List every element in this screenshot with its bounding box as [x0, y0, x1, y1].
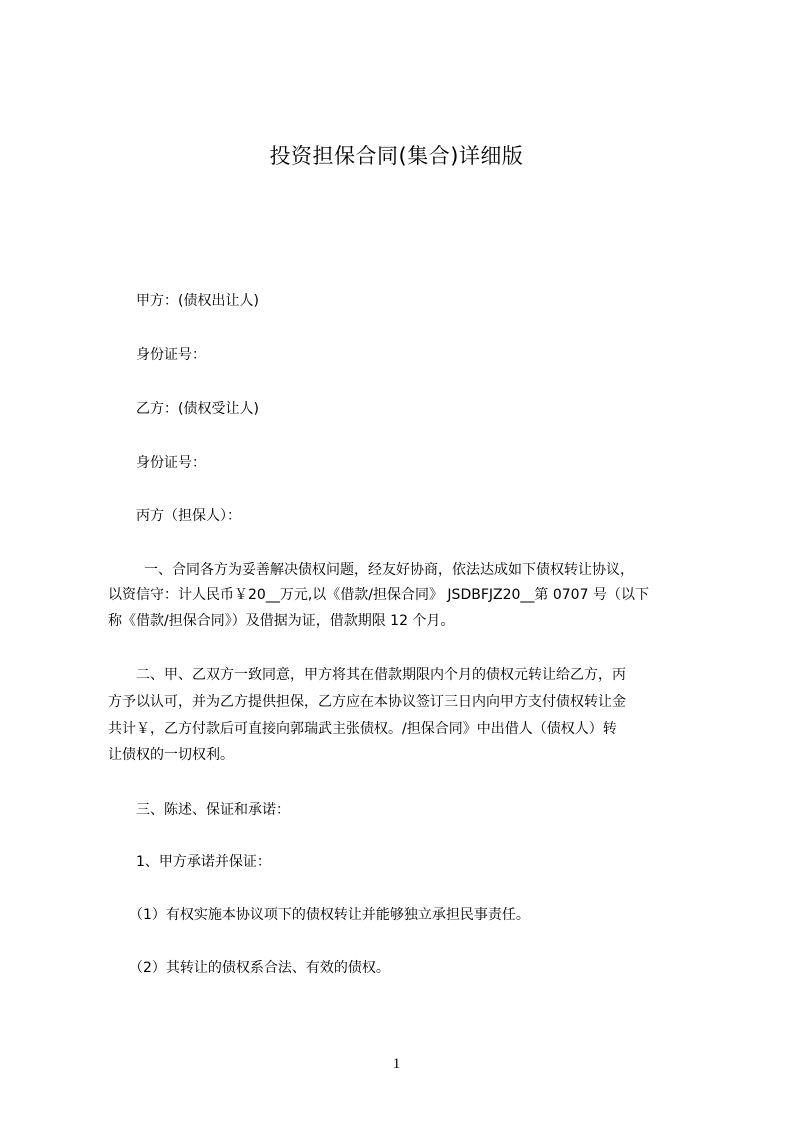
clause3-sub1: 1、甲方承诺并保证： [136, 854, 271, 870]
clause3-heading: 三、陈述、保证和承诺： [136, 802, 290, 818]
clause3-item2: （2）其转让的债权系合法、有效的债权。 [129, 960, 390, 976]
party-a-id-line: 身份证号： [136, 347, 206, 363]
clause2-line2: 方予以认可，并为乙方提供担保，乙方应在本协议签订三日内向甲方支付债权转让金 [108, 694, 626, 710]
party-c-line: 丙方（担保人）： [136, 508, 241, 524]
clause1-line2: 以资信守：计人民币￥20__万元,以《借款/担保合同》 JSDBFJZ20__第 0707 号（以下 [108, 587, 649, 603]
party-b-line: 乙方：(债权受让人) [136, 401, 259, 417]
clause1-line3: 称《借款/担保合同》）及借据为证，借款期限 12 个月。 [108, 613, 455, 629]
clause2-line1: 二、甲、乙双方一致同意，甲方将其在借款期限内个月的债权元转让给乙方，丙 [136, 667, 626, 683]
party-b-id-line: 身份证号： [136, 455, 206, 471]
page-number: 1 [392, 1056, 401, 1072]
party-a-line: 甲方：(债权出让人) [136, 293, 259, 309]
clause2-line4: 让债权的一切权利。 [108, 747, 234, 763]
clause3-item1: （1）有权实施本协议项下的债权转让并能够独立承担民事责任。 [129, 907, 530, 923]
clause2-line3: 共计￥，乙方付款后可直接向郭瑞武主张债权。/担保合同》中出借人（债权人）转 [108, 721, 617, 737]
clause1-line1: 一、合同各方为妥善解决债权问题，经友好协商，依法达成如下债权转让协议， [144, 562, 634, 578]
document-title: 投资担保合同(集合)详细版 [269, 144, 524, 168]
